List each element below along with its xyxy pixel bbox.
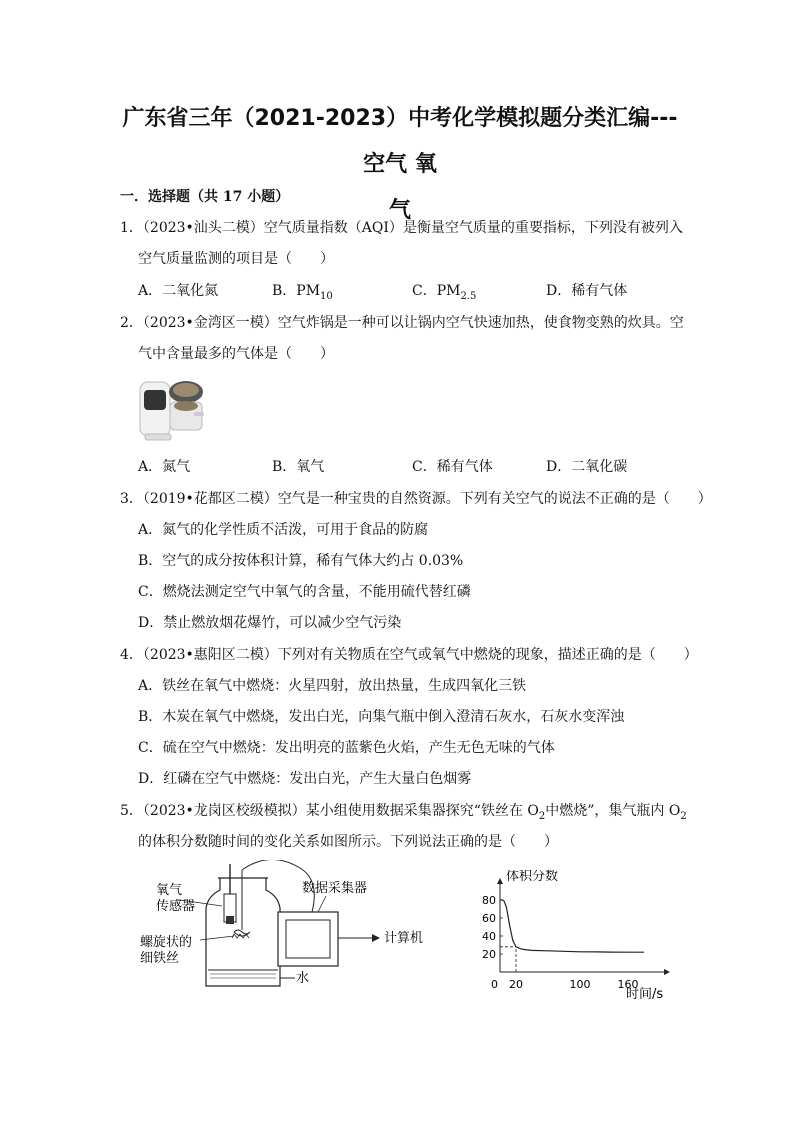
q5-stem-text-1: 5．（2023•龙岗区校级模拟）某小组使用数据采集器探究“铁丝在 O [120, 803, 539, 819]
q4-option-b: B．木炭在氧气中燃烧，发出白光，向集气瓶中倒入澄清石灰水，石灰水变浑浊 [138, 709, 625, 725]
y-axis-label: 体积分数 [506, 870, 559, 884]
q1-option-b [272, 280, 333, 302]
q3-option-a: A．氮气的化学性质不活泼，可用于食品的防腐 [138, 522, 429, 538]
q1-option-d: D．稀有气体 [546, 283, 628, 299]
title-line-2: 气 [388, 198, 411, 223]
apparatus-diagram [130, 860, 460, 1000]
q1-stem-line2: 空气质量监测的项目是（ ） [138, 251, 334, 267]
q1-option-b-sub: 10 [320, 290, 333, 302]
label-oxygen-sensor-2: 传感器 [156, 899, 196, 914]
q2-stem-line1: 2．（2023•金湾区一模）空气炸锅是一种可以让锅内空气快速加热，使食物变熟的炊具。空 [120, 315, 684, 331]
x-tick-label: 0 [491, 978, 498, 991]
y-tick-label: 20 [482, 948, 496, 961]
y-tick-label: 80 [482, 894, 496, 907]
q5-stem-line1 [120, 800, 687, 822]
air-fryer-image [136, 372, 206, 444]
q5-stem-text-2: 中燃烧”，集气瓶内 O [545, 803, 681, 819]
q3-option-c: C．燃烧法测定空气中氧气的含量，不能用硫代替红磷 [138, 584, 471, 600]
label-data-collector: 数据采集器 [302, 881, 368, 896]
section-heading: 一．选择题（共 17 小题） [120, 189, 290, 205]
x-tick-label: 20 [509, 978, 523, 991]
q1-option-c-text: C．PM [412, 283, 461, 299]
q3-stem: 3．（2019•花都区二模）空气是一种宝贵的自然资源。下列有关空气的说法不正确的是（ ） [120, 491, 712, 507]
oxygen-fraction-chart [476, 870, 676, 1000]
q1-option-a: A．二氧化氮 [138, 283, 219, 299]
q4-stem: 4．（2023•惠阳区二模）下列对有关物质在空气或氧气中燃烧的现象，描述正确的是（ ） [120, 647, 698, 663]
q3-option-b: B．空气的成分按体积计算，稀有气体大约占 0.03% [138, 553, 464, 569]
q2-option-c: C．稀有气体 [412, 459, 493, 475]
q2-stem-line2: 气中含量最多的气体是（ ） [138, 346, 334, 362]
q1-option-b-text: B．PM [272, 283, 321, 299]
q4-option-a: A．铁丝在氧气中燃烧：火星四射，放出热量，生成四氧化三铁 [138, 678, 527, 694]
y-tick-label: 40 [482, 930, 496, 943]
q3-option-d: D．禁止燃放烟花爆竹，可以减少空气污染 [138, 615, 402, 631]
q2-option-b: B．氧气 [272, 459, 325, 475]
q5-sub-2: 2 [680, 810, 687, 822]
q2-option-a: A．氮气 [138, 459, 191, 475]
series-line [500, 900, 644, 952]
label-iron-wire-1: 螺旋状的 [140, 935, 193, 950]
x-tick-label: 100 [569, 978, 591, 991]
q4-option-c: C．硫在空气中燃烧：发出明亮的蓝紫色火焰，产生无色无味的气体 [138, 740, 555, 756]
label-water: 水 [296, 971, 310, 986]
x-axis-arrow [664, 969, 670, 975]
q1-option-c-sub: 2.5 [460, 290, 477, 302]
y-axis-arrow [497, 878, 503, 884]
q1-stem-line1: 1．（2023•汕头二模）空气质量指数（AQI）是衡量空气质量的重要指标，下列没有被列入 [120, 220, 683, 236]
q4-option-d: D．红磷在空气中燃烧：发出白光，产生大量白色烟雾 [138, 771, 472, 787]
label-computer: 计算机 [384, 931, 424, 946]
page-title [120, 96, 680, 234]
title-line-1: 广东省三年（2021-2023）中考化学模拟题分类汇编---空气 氧 [122, 106, 678, 177]
chart-layer [482, 870, 670, 1000]
x-tick-label: 160 [617, 978, 639, 991]
label-oxygen-sensor-1: 氧气 [156, 883, 183, 898]
q5-sub-1: 2 [538, 810, 546, 822]
y-tick-label: 60 [482, 912, 496, 925]
x-axis-label: 时间/s [626, 987, 664, 1000]
q1-option-c [412, 280, 476, 302]
q5-stem-line2: 的体积分数随时间的变化关系如图所示。下列说法正确的是（ ） [138, 834, 558, 850]
q2-option-d: D．二氧化碳 [546, 459, 628, 475]
label-iron-wire-2: 细铁丝 [140, 951, 180, 966]
